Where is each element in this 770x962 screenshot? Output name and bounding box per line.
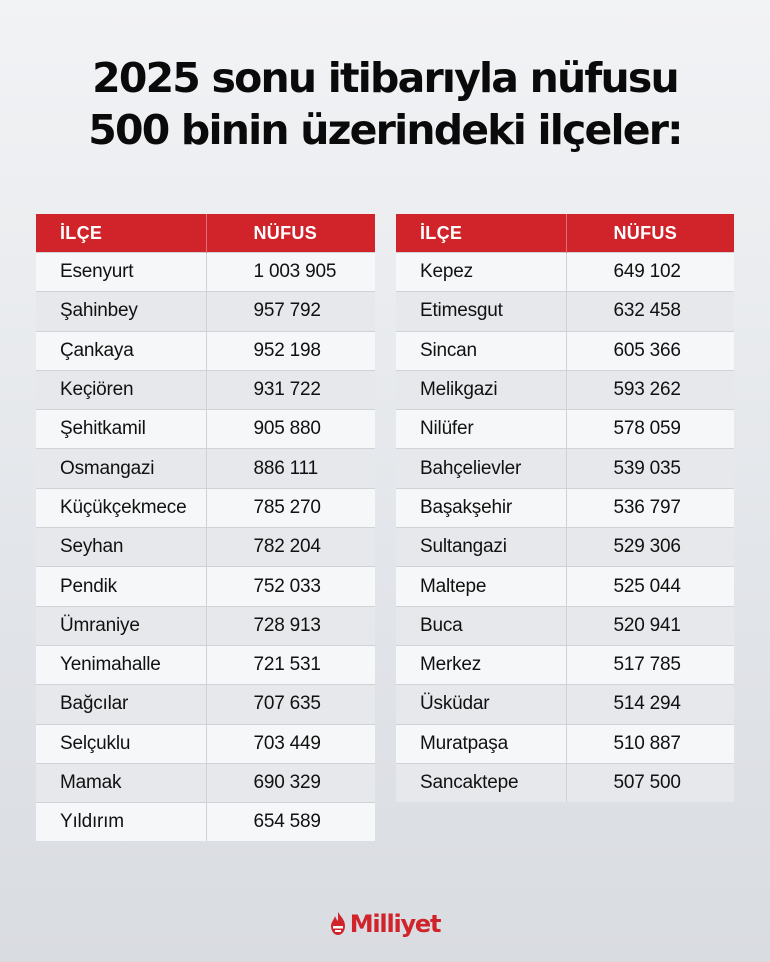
right-population-table [396, 214, 734, 802]
district-name-cell: Bağcılar [36, 685, 206, 724]
population-cell: 886 111 [206, 449, 375, 488]
population-cell: 539 035 [566, 449, 734, 488]
table-row [36, 685, 375, 724]
population-cell: 690 329 [206, 763, 375, 802]
table-row [396, 645, 734, 684]
table-row [396, 606, 734, 645]
district-name-cell: Selçuklu [36, 724, 206, 763]
page-title [0, 52, 770, 156]
district-column-header: İLÇE [396, 214, 566, 253]
population-column-header: NÜFUS [566, 214, 734, 253]
district-name-cell: Sancaktepe [396, 763, 566, 802]
district-name-cell: Sincan [396, 331, 566, 370]
table-row [396, 449, 734, 488]
table-row [36, 803, 375, 842]
table-row [396, 410, 734, 449]
table-row [396, 528, 734, 567]
district-name-cell: Başakşehir [396, 488, 566, 527]
district-name-cell: Yenimahalle [36, 645, 206, 684]
district-name-cell: Kepez [396, 253, 566, 292]
district-name-cell: Esenyurt [36, 253, 206, 292]
table-row [36, 488, 375, 527]
table-row [36, 645, 375, 684]
district-name-cell: Seyhan [36, 528, 206, 567]
district-name-cell: Şehitkamil [36, 410, 206, 449]
table-row [396, 567, 734, 606]
population-cell: 536 797 [566, 488, 734, 527]
table-row [396, 292, 734, 331]
population-cell: 654 589 [206, 803, 375, 842]
district-name-cell: Osmangazi [36, 449, 206, 488]
district-name-cell: Sultangazi [396, 528, 566, 567]
brand-name: Milliyet [349, 910, 441, 938]
district-name-cell: Bahçelievler [396, 449, 566, 488]
population-cell: 728 913 [206, 606, 375, 645]
population-cell: 952 198 [206, 331, 375, 370]
table-row [36, 292, 375, 331]
population-cell: 703 449 [206, 724, 375, 763]
population-cell: 1 003 905 [206, 253, 375, 292]
table-row [36, 331, 375, 370]
district-name-cell: Üsküdar [396, 685, 566, 724]
district-name-cell: Nilüfer [396, 410, 566, 449]
table-row [396, 370, 734, 409]
population-cell: 752 033 [206, 567, 375, 606]
population-cell: 632 458 [566, 292, 734, 331]
district-name-cell: Keçiören [36, 370, 206, 409]
table-row [36, 606, 375, 645]
population-column-header: NÜFUS [206, 214, 375, 253]
population-cell: 520 941 [566, 606, 734, 645]
table-row [36, 567, 375, 606]
population-cell: 507 500 [566, 763, 734, 802]
population-cell: 510 887 [566, 724, 734, 763]
population-cell: 517 785 [566, 645, 734, 684]
flame-logo-icon [330, 911, 346, 937]
district-name-cell: Etimesgut [396, 292, 566, 331]
table-row [396, 488, 734, 527]
milliyet-logo [0, 910, 770, 938]
district-name-cell: Küçükçekmece [36, 488, 206, 527]
table-row [396, 685, 734, 724]
title-line-2: 500 binin üzerindeki ilçeler: [88, 106, 682, 154]
table-row [396, 724, 734, 763]
population-cell: 957 792 [206, 292, 375, 331]
population-cell: 785 270 [206, 488, 375, 527]
table-row [36, 370, 375, 409]
table-row [36, 253, 375, 292]
district-column-header: İLÇE [36, 214, 206, 253]
district-name-cell: Melikgazi [396, 370, 566, 409]
population-cell: 525 044 [566, 567, 734, 606]
population-cell: 707 635 [206, 685, 375, 724]
title-line-1: 2025 sonu itibarıyla nüfusu [92, 54, 678, 102]
table-row [396, 253, 734, 292]
table-row [396, 763, 734, 802]
left-population-table [36, 214, 375, 841]
table-header-row [396, 214, 734, 253]
district-name-cell: Muratpaşa [396, 724, 566, 763]
population-cell: 529 306 [566, 528, 734, 567]
population-cell: 905 880 [206, 410, 375, 449]
population-cell: 578 059 [566, 410, 734, 449]
table-row [36, 763, 375, 802]
district-name-cell: Pendik [36, 567, 206, 606]
table-header-row [36, 214, 375, 253]
district-name-cell: Merkez [396, 645, 566, 684]
district-name-cell: Şahinbey [36, 292, 206, 331]
table-row [36, 410, 375, 449]
district-name-cell: Maltepe [396, 567, 566, 606]
population-cell: 593 262 [566, 370, 734, 409]
table-row [36, 528, 375, 567]
population-cell: 605 366 [566, 331, 734, 370]
population-cell: 721 531 [206, 645, 375, 684]
district-name-cell: Buca [396, 606, 566, 645]
table-row [36, 724, 375, 763]
population-cell: 649 102 [566, 253, 734, 292]
table-row [36, 449, 375, 488]
population-cell: 931 722 [206, 370, 375, 409]
population-cell: 782 204 [206, 528, 375, 567]
district-name-cell: Çankaya [36, 331, 206, 370]
district-name-cell: Mamak [36, 763, 206, 802]
population-cell: 514 294 [566, 685, 734, 724]
district-name-cell: Ümraniye [36, 606, 206, 645]
table-row [396, 331, 734, 370]
district-name-cell: Yıldırım [36, 803, 206, 842]
